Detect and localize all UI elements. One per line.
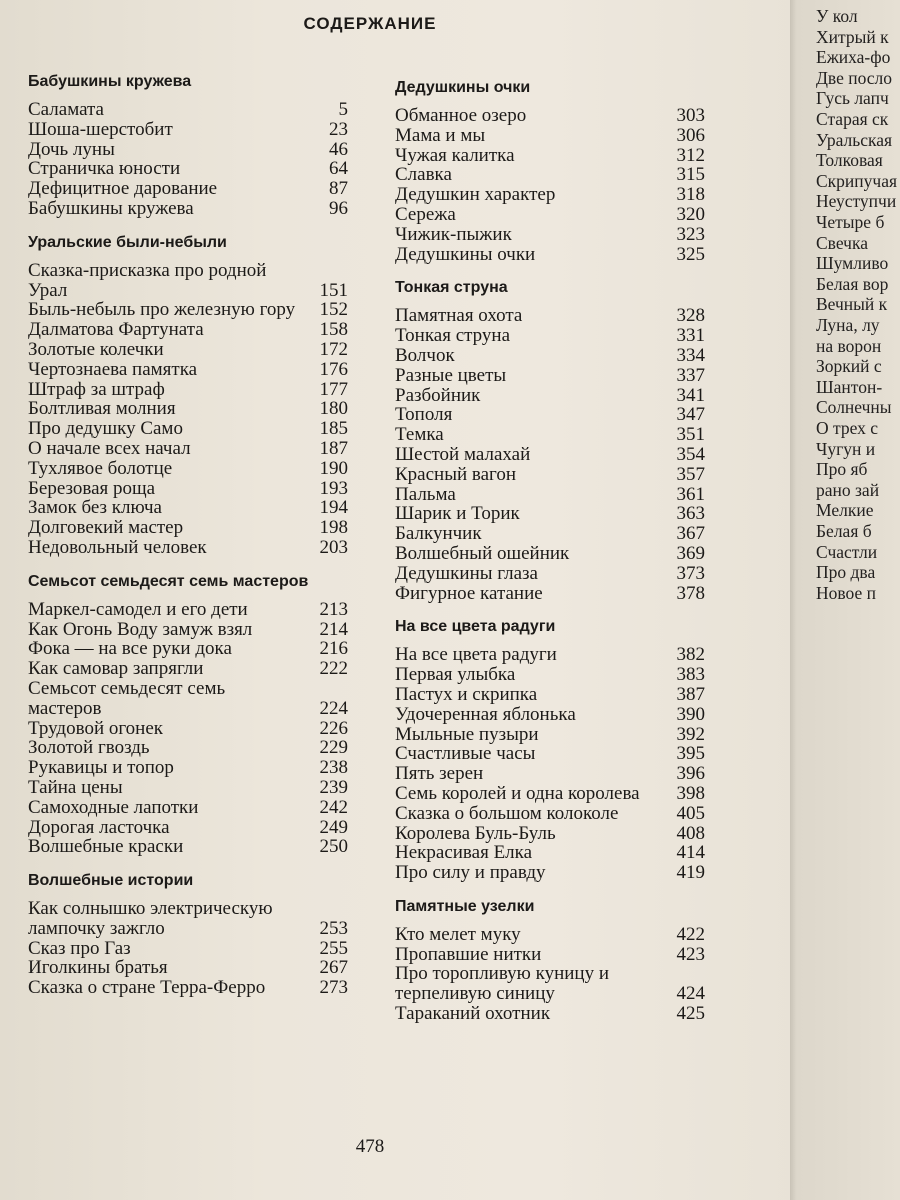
entry-title: Чертознаева памятка	[28, 358, 198, 380]
toc-entry	[28, 719, 348, 739]
entry-title: Пальма	[395, 483, 456, 505]
facing-page-line: Луна, лу	[816, 315, 880, 335]
entry-title: Сказка о стране Терра-Ферро	[28, 977, 266, 999]
section-title: Семьсот семьдесят семь мастеров	[28, 572, 309, 590]
facing-page-line: Четыре б	[816, 212, 885, 232]
entry-page: 216	[319, 638, 348, 660]
entry-title: Памятная охота	[395, 305, 523, 327]
toc-entry	[395, 445, 705, 465]
toc-entry	[28, 620, 348, 640]
facing-page-line: Старая ск	[816, 109, 889, 129]
entry-page: 395	[676, 743, 705, 765]
toc-entry	[395, 705, 705, 725]
section-title: Памятные узелки	[395, 897, 535, 915]
toc-entry	[28, 899, 348, 939]
toc-entry	[28, 978, 348, 998]
entry-page: 357	[676, 463, 705, 485]
entry-page: 367	[676, 523, 705, 545]
entry-page: 306	[676, 124, 705, 146]
entry-page: 253	[319, 917, 348, 939]
entry-page: 87	[329, 178, 348, 200]
entry-page: 408	[676, 822, 705, 844]
entry-title: Страничка юности	[28, 158, 181, 180]
entry-page: 238	[319, 757, 348, 779]
entry-page: 422	[676, 923, 705, 945]
toc-entry	[28, 140, 348, 160]
page-number: 478	[355, 1136, 385, 1157]
entry-title: Золотые колечки	[28, 338, 164, 360]
entry-page: 229	[319, 737, 348, 759]
toc-entry	[395, 225, 705, 245]
toc-entry	[28, 360, 348, 380]
toc-entry	[395, 945, 705, 965]
toc-entry	[28, 419, 348, 439]
toc-entry	[28, 120, 348, 140]
facing-page	[790, 0, 900, 1200]
facing-page-line: Про два	[816, 562, 876, 583]
entry-title: Королева Буль-Буль	[395, 822, 556, 844]
entry-title: Березовая роща	[28, 477, 156, 499]
entry-page: 193	[319, 477, 348, 499]
toc-entry	[395, 405, 705, 425]
toc-entry	[28, 320, 348, 340]
entry-page: 383	[676, 664, 705, 686]
facing-page-line: Мелкие	[816, 500, 874, 521]
entry-page: 337	[676, 364, 705, 386]
facing-page-line: О трех с	[816, 418, 879, 438]
toc-entry	[28, 340, 348, 360]
toc-entry	[395, 784, 705, 804]
toc-entry	[395, 1004, 705, 1024]
entry-page: 273	[319, 977, 348, 999]
entry-title: Сказка-присказка про родной Урал	[28, 259, 267, 301]
toc-entry	[28, 498, 348, 518]
facing-page-line: Про яб	[816, 459, 868, 480]
entry-page: 267	[319, 957, 348, 979]
entry-title: Темка	[395, 424, 444, 446]
entry-title: Сережа	[395, 203, 456, 225]
entry-page: 392	[676, 723, 705, 745]
section-title: Дедушкины очки	[395, 79, 531, 96]
toc-section	[28, 72, 348, 219]
entry-title: Дедушкины глаза	[395, 562, 538, 584]
toc-entry	[395, 185, 705, 205]
entry-page: 239	[319, 776, 348, 798]
entry-title: Дочь луны	[28, 138, 115, 160]
facing-page-line: на ворон	[816, 335, 882, 356]
toc-entry	[395, 744, 705, 764]
toc-entry	[28, 380, 348, 400]
entry-title: Некрасивая Елка	[395, 842, 533, 864]
entry-title: Бабушкины кружева	[28, 197, 194, 219]
entry-title: Про торопливую куницу и терпеливую синицу	[395, 963, 609, 1005]
entry-page: 222	[319, 658, 348, 680]
entry-title: На все цвета радуги	[395, 644, 557, 666]
entry-title: Мама и мы	[395, 124, 486, 146]
entry-title: Тополя	[395, 404, 453, 426]
toc-entry	[28, 100, 348, 120]
toc-entry	[395, 725, 705, 745]
entry-title: Тухлявое болотце	[28, 457, 173, 479]
entry-title: Иголкины братья	[28, 957, 168, 979]
toc-right-column	[395, 78, 705, 1038]
entry-page: 331	[676, 325, 705, 347]
entry-page: 419	[676, 862, 705, 884]
entry-page: 373	[676, 562, 705, 584]
facing-page-line: Свечка	[816, 232, 868, 253]
toc-entry	[395, 425, 705, 445]
entry-page: 378	[676, 582, 705, 604]
toc-entry	[28, 679, 348, 719]
entry-title: Славка	[395, 164, 452, 186]
facing-page-line: Счастли	[816, 541, 878, 562]
section-title: Уральские были-небыли	[28, 233, 227, 251]
entry-page: 390	[676, 703, 705, 725]
toc-section	[395, 617, 705, 883]
toc-entry	[395, 804, 705, 824]
entry-page: 242	[319, 796, 348, 818]
toc-entry	[395, 824, 705, 844]
entry-page: 325	[676, 243, 705, 265]
entry-title: Про дедушку Само	[28, 418, 183, 440]
entry-title: Дедушкины очки	[395, 243, 536, 265]
toc-entry	[28, 159, 348, 179]
entry-page: 176	[319, 358, 348, 380]
toc-entry	[395, 685, 705, 705]
toc-entry	[395, 544, 705, 564]
toc-entry	[395, 146, 705, 166]
entry-title: Пропавшие нитки	[395, 943, 542, 965]
entry-title: Недовольный человек	[28, 536, 207, 558]
facing-page-line: У кол	[816, 6, 858, 26]
entry-page: 423	[676, 943, 705, 965]
entry-title: Пастух и скрипка	[395, 683, 538, 705]
toc-entry	[395, 504, 705, 524]
entry-title: Чижик-пыжик	[395, 223, 512, 245]
toc-section	[395, 78, 705, 264]
entry-title: Шарик и Торик	[395, 503, 520, 525]
toc-entry	[395, 645, 705, 665]
toc-left-column	[28, 72, 348, 1012]
facing-page-line: Новое п	[816, 582, 877, 603]
toc-entry	[395, 665, 705, 685]
facing-page-line: Зоркий с	[816, 356, 882, 377]
facing-page-line: Гусь лапч	[816, 88, 889, 109]
toc-section	[28, 871, 348, 998]
entry-page: 303	[676, 105, 705, 126]
entry-title: Дорогая ласточка	[28, 816, 170, 838]
entry-title: Сказка о большом колоколе	[395, 802, 619, 824]
toc-entry	[28, 798, 348, 818]
entry-title: Трудовой огонек	[28, 717, 164, 739]
toc-entry	[395, 843, 705, 863]
entry-page: 249	[319, 816, 348, 838]
toc-entry	[395, 126, 705, 146]
facing-page-line: Белая б	[816, 521, 872, 541]
entry-page: 177	[319, 378, 348, 400]
toc-entry	[395, 764, 705, 784]
entry-title: Долговекий мастер	[28, 517, 184, 539]
toc-section	[28, 233, 348, 558]
entry-title: Волшебный ошейник	[395, 542, 570, 564]
entry-page: 425	[676, 1003, 705, 1025]
toc-entry	[28, 538, 348, 558]
entry-title: Сказ про Газ	[28, 937, 131, 959]
entry-title: Разбойник	[395, 384, 481, 406]
toc-entry	[395, 465, 705, 485]
entry-title: Разные цветы	[395, 364, 507, 386]
entry-page: 361	[676, 483, 705, 505]
entry-title: Тайна цены	[28, 776, 123, 798]
entry-title: Мыльные пузыри	[395, 723, 539, 745]
toc-entry	[395, 165, 705, 185]
entry-page: 64	[329, 158, 348, 180]
toc-entry	[395, 106, 705, 126]
toc-entry	[28, 479, 348, 499]
section-title: Бабушкины кружева	[28, 73, 192, 90]
entry-page: 354	[676, 443, 705, 465]
entry-page: 347	[676, 404, 705, 426]
toc-entry	[395, 346, 705, 366]
entry-title: Как солнышко электрическую лампочку зажгло	[28, 898, 273, 939]
entry-title: Шоша-шерстобит	[28, 118, 173, 140]
facing-page-line: Белая вор	[816, 273, 889, 294]
entry-title: Чужая калитка	[395, 144, 515, 166]
toc-entry	[395, 964, 705, 1004]
facing-page-line: Толковая	[816, 150, 883, 171]
entry-page: 405	[676, 802, 705, 824]
entry-page: 341	[676, 384, 705, 406]
toc-entry	[28, 179, 348, 199]
entry-page: 398	[676, 782, 705, 804]
toc-section	[395, 897, 705, 1024]
facing-page-line: Скрипучая	[816, 170, 898, 191]
entry-title: Фока — на все руки дока	[28, 638, 232, 660]
entry-page: 312	[676, 144, 705, 166]
entry-page: 320	[676, 203, 705, 225]
entry-title: Рукавицы и топор	[28, 757, 174, 779]
section-title: Тонкая струна	[395, 279, 508, 297]
section-title: На все цвета радуги	[395, 618, 556, 636]
entry-page: 198	[319, 517, 348, 539]
entry-title: Маркел-самодел и его дети	[28, 598, 248, 620]
entry-title: Штраф за штраф	[28, 378, 165, 400]
entry-title: Счастливые часы	[395, 743, 536, 765]
entry-title: Шестой малахай	[395, 443, 531, 465]
entry-title: Красный вагон	[395, 463, 517, 485]
entry-page: 414	[676, 842, 705, 864]
entry-page: 351	[676, 424, 705, 446]
entry-page: 187	[319, 437, 348, 459]
toc-entry	[395, 863, 705, 883]
toc-entry	[395, 306, 705, 326]
toc-entry	[28, 199, 348, 219]
toc-section	[28, 572, 348, 857]
page-title: СОДЕРЖАНИЕ	[303, 14, 437, 33]
entry-page: 382	[676, 644, 705, 666]
entry-title: Волчок	[395, 344, 455, 366]
entry-page: 190	[319, 457, 348, 479]
entry-title: Быль-небыль про железную гору	[28, 299, 296, 321]
toc-section	[395, 278, 705, 603]
entry-title: Балкунчик	[395, 523, 482, 545]
facing-page-line: Две посло	[816, 67, 893, 88]
entry-title: Фигурное катание	[395, 582, 543, 604]
toc-entry	[395, 524, 705, 544]
toc-entry	[28, 659, 348, 679]
entry-page: 387	[676, 683, 705, 705]
entry-title: Как самовар запрягли	[28, 658, 204, 680]
entry-title: Пять зерен	[395, 763, 484, 785]
entry-page: 172	[319, 338, 348, 360]
facing-page-line: рано зай	[816, 479, 880, 500]
facing-page-line: Вечный к	[816, 294, 888, 315]
entry-title: Далматова Фартуната	[28, 319, 204, 341]
toc-entry	[28, 939, 348, 959]
entry-title: Тонкая струна	[395, 325, 511, 347]
entry-page: 213	[319, 598, 348, 620]
entry-page: 315	[676, 164, 705, 186]
entry-title: Самоходные лапотки	[28, 796, 199, 818]
entry-page: 396	[676, 763, 705, 785]
entry-page: 323	[676, 223, 705, 245]
entry-title: Про силу и правду	[395, 862, 546, 884]
entry-page: 369	[676, 542, 705, 564]
facing-page-line: Шантон-	[816, 376, 883, 397]
toc-entry	[28, 600, 348, 620]
toc-entry	[28, 738, 348, 758]
toc-entry	[28, 758, 348, 778]
entry-page: 180	[319, 398, 348, 420]
entry-page: 328	[676, 305, 705, 327]
entry-title: Тараканий охотник	[395, 1003, 551, 1025]
entry-page: 23	[329, 118, 348, 140]
toc-entry	[28, 837, 348, 857]
toc-entry	[28, 439, 348, 459]
facing-page-line: Уральская	[816, 129, 893, 150]
toc-entry	[28, 639, 348, 659]
entry-page: 363	[676, 503, 705, 525]
entry-page: 158	[319, 319, 348, 341]
entry-title: Дефицитное дарование	[28, 178, 218, 200]
section-title: Волшебные истории	[28, 872, 194, 890]
entry-page: 203	[319, 536, 348, 558]
entry-title: Кто мелет муку	[395, 923, 521, 945]
toc-entry	[28, 778, 348, 798]
toc-entry	[28, 261, 348, 301]
entry-title: Замок без ключа	[28, 497, 162, 519]
toc-entry	[395, 386, 705, 406]
entry-title: Золотой гвоздь	[28, 737, 150, 759]
entry-page: 318	[676, 184, 705, 206]
toc-entry	[395, 925, 705, 945]
toc-entry	[28, 399, 348, 419]
entry-page: 255	[319, 937, 348, 959]
entry-title: Удочеренная яблонька	[395, 703, 576, 725]
entry-page: 185	[319, 418, 348, 440]
entry-page: 5	[338, 99, 348, 120]
toc-entry	[28, 818, 348, 838]
facing-page-line: Солнечны	[816, 397, 892, 418]
entry-title: О начале всех начал	[28, 437, 191, 459]
entry-page: 46	[329, 138, 348, 160]
entry-title: Обманное озеро	[395, 105, 527, 126]
entry-page: 226	[319, 717, 348, 739]
entry-page: 224	[319, 697, 348, 719]
toc-entry	[28, 958, 348, 978]
toc-entry	[395, 366, 705, 386]
entry-page: 152	[319, 299, 348, 321]
entry-title: Первая улыбка	[395, 664, 516, 686]
toc-entry	[28, 300, 348, 320]
facing-page-line: Хитрый к	[816, 26, 889, 47]
entry-title: Как Огонь Воду замуж взял	[28, 618, 253, 640]
entry-page: 214	[319, 618, 348, 640]
entry-page: 424	[676, 983, 705, 1005]
facing-page-line: Неуступчи	[816, 191, 897, 212]
entry-page: 151	[319, 279, 348, 301]
toc-entry	[395, 584, 705, 604]
facing-page-line: Чугун и	[816, 438, 876, 459]
facing-page-line: Шумливо	[816, 253, 889, 274]
entry-title: Семьсот семьдесят семь мастеров	[28, 677, 226, 719]
entry-title: Саламата	[28, 99, 104, 120]
toc-entry	[395, 205, 705, 225]
entry-title: Семь королей и одна королева	[395, 782, 640, 804]
entry-title: Дедушкин характер	[395, 184, 556, 206]
toc-entry	[395, 245, 705, 265]
entry-page: 96	[329, 197, 348, 219]
toc-entry	[395, 564, 705, 584]
toc-entry	[395, 326, 705, 346]
facing-page-line: Ежиха-фо	[816, 47, 891, 68]
entry-page: 334	[676, 344, 705, 366]
toc-entry	[395, 485, 705, 505]
toc-entry	[28, 459, 348, 479]
entry-title: Волшебные краски	[28, 836, 184, 858]
entry-page: 194	[319, 497, 348, 519]
entry-page: 250	[319, 836, 348, 858]
entry-title: Болтливая молния	[28, 398, 176, 420]
toc-entry	[28, 518, 348, 538]
